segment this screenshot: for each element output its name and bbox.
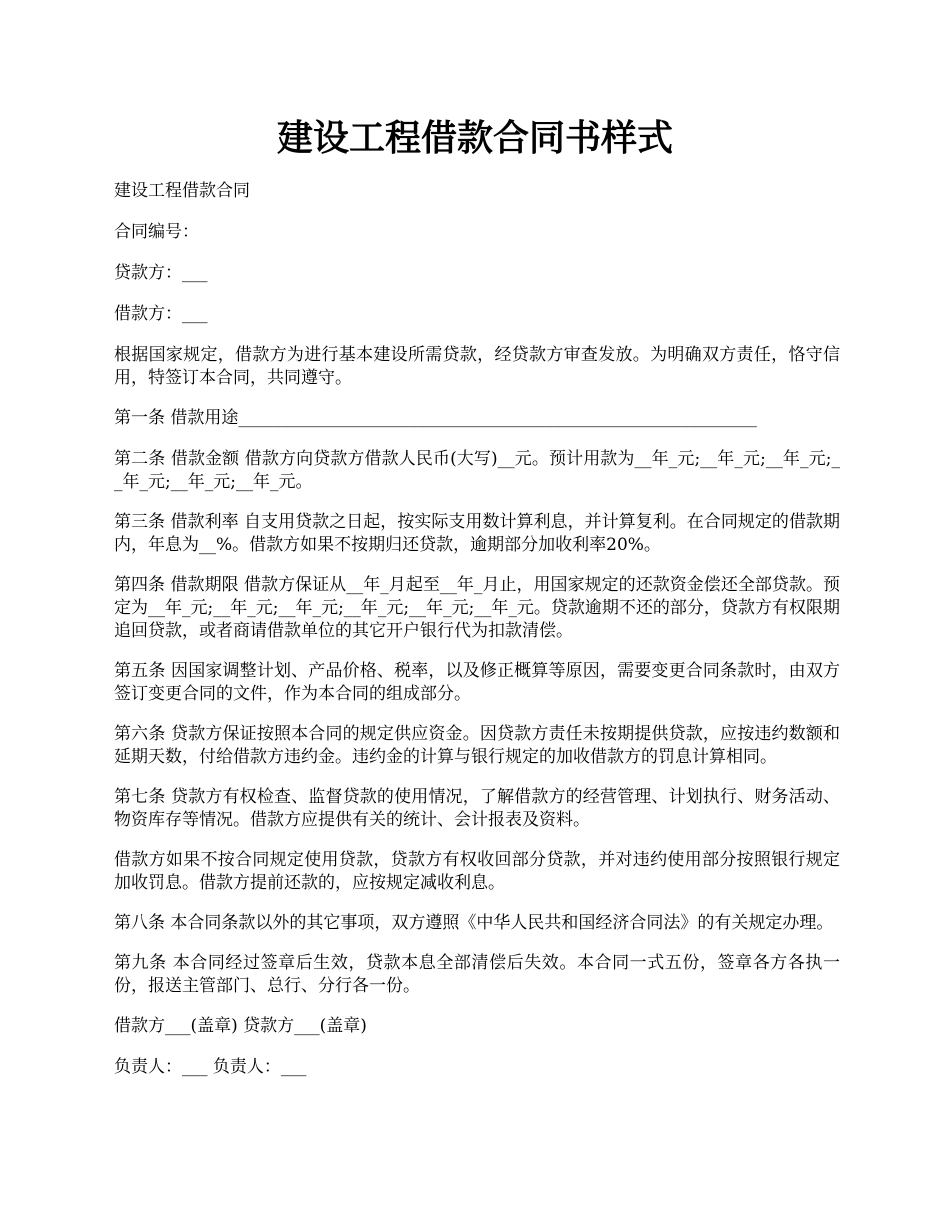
article-4: 第四条 借款期限 借款方保证从__年_月起至__年_月止，用国家规定的还款资金偿还全部贷款。预定为__年_元;__年_元;__年_元;__年_元;__年_元;__年_元。贷款逾期不还的部分，贷款方有权限期追回贷款，或者商请借款单位的其它开户银行代为扣款清偿。: [114, 575, 840, 641]
article-7: 第七条 贷款方有权检查、监督贷款的使用情况，了解借款方的经营管理、计划执行、财务活动、物资库存等情况。借款方应提供有关的统计、会计报表及资料。: [114, 787, 840, 830]
contract-heading: 建设工程借款合同: [114, 181, 250, 201]
responsible-person-line: 负责人：___ 负责人：___: [114, 1057, 307, 1077]
signature-line: 借款方___(盖章) 贷款方___(盖章): [114, 1016, 367, 1036]
article-9: 第九条 本合同经过签章后生效，贷款本息全部清偿后失效。本合同一式五份，签章各方各执一份，报送主管部门、总行、分行各一份。: [114, 953, 840, 996]
article-6: 第六条 贷款方保证按照本合同的规定供应资金。因贷款方责任未按期提供贷款，应按违约数额和延期天数，付给借款方违约金。违约金的计算与银行规定的加收借款方的罚息计算相同。: [114, 724, 840, 767]
article-2: 第二条 借款金额 借款方向贷款方借款人民币(大写)__元。预计用款为__年_元;__年_元;__年_元;__年_元;__年_元;__年_元。: [114, 449, 840, 492]
article-8: 第八条 本合同条款以外的其它事项，双方遵照《中华人民共和国经济合同法》的有关规定办理。: [114, 913, 834, 933]
article-1: 第一条 借款用途_____________________________________________________________: [114, 408, 757, 428]
document-body: [114, 180, 840, 1097]
borrower-line: 借款方：___: [114, 304, 208, 324]
article-3: 第三条 借款利率 自支用贷款之日起，按实际支用数计算利息，并计算复利。在合同规定的借款期内，年息为__%。借款方如果不按期归还贷款，逾期部分加收利率20%。: [114, 512, 840, 555]
contract-number: 合同编号：: [114, 222, 199, 242]
preamble-paragraph: 根据国家规定，借款方为进行基本建设所需贷款，经贷款方审查发放。为明确双方责任，恪守信用，特签订本合同，共同遵守。: [114, 345, 840, 388]
article-7-supplement: 借款方如果不按合同规定使用贷款，贷款方有权收回部分贷款，并对违约使用部分按照银行规定加收罚息。借款方提前还款的，应按规定减收利息。: [114, 850, 840, 893]
lender-line: 贷款方：___: [114, 263, 208, 283]
article-5: 第五条 因国家调整计划、产品价格、税率，以及修正概算等原因，需要变更合同条款时，由双方签订变更合同的文件，作为本合同的组成部分。: [114, 661, 840, 704]
document-title: 建设工程借款合同书样式: [276, 117, 673, 159]
